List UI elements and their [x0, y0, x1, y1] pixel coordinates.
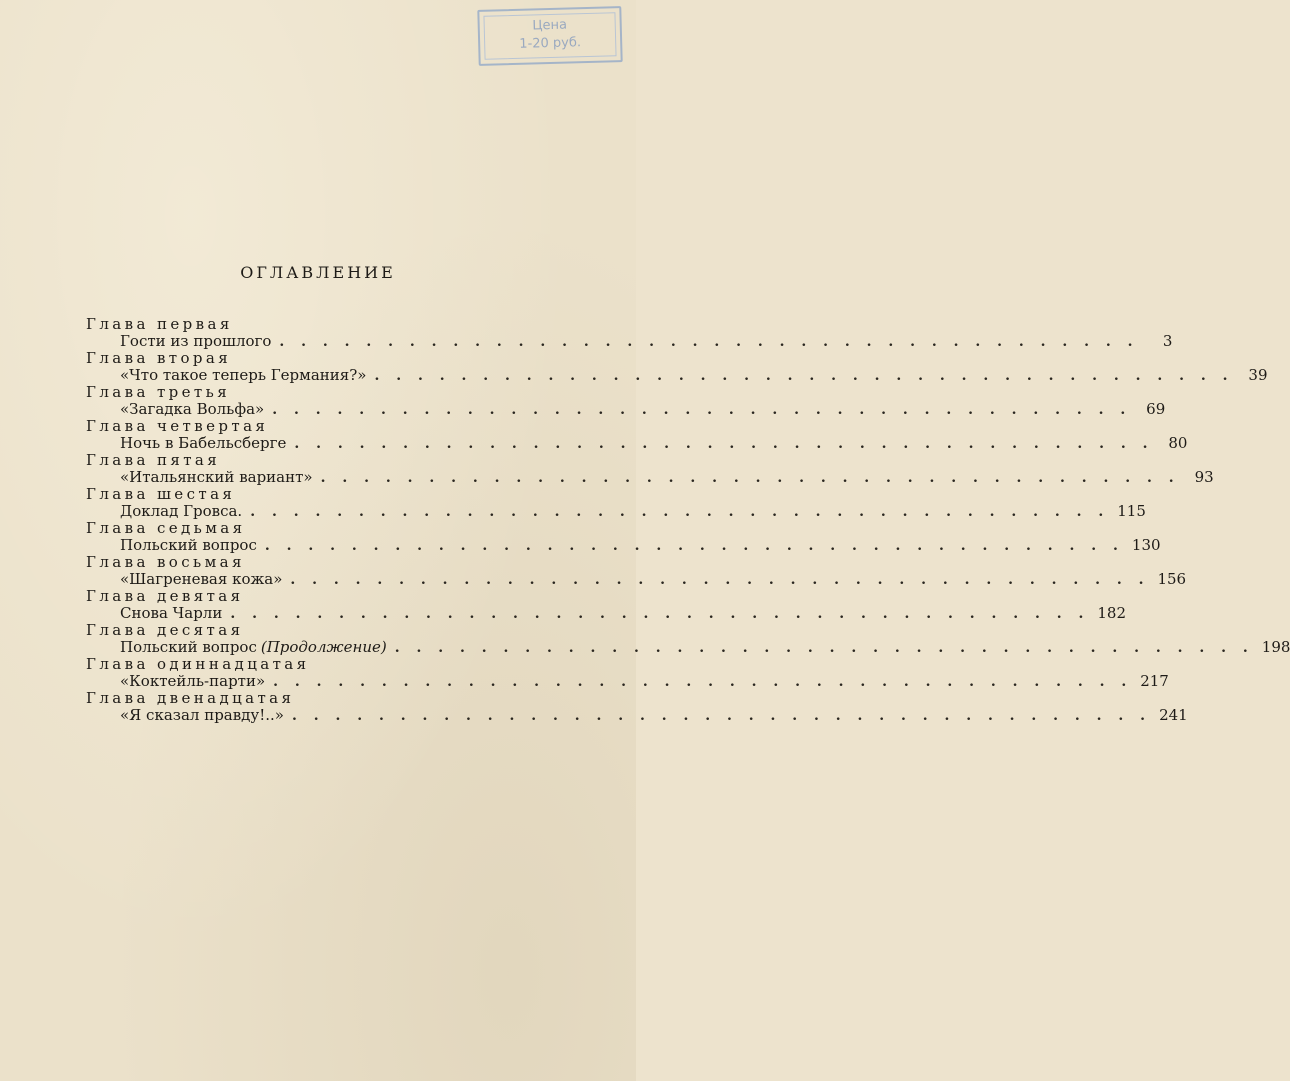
toc-line: [86, 366, 1268, 384]
table-of-contents: [86, 315, 1290, 724]
toc-entry: [86, 655, 1169, 690]
chapter-heading: Глава двенадцатая: [86, 689, 295, 707]
chapter-title: [120, 469, 313, 486]
chapter-heading: Глава одиннадцатая: [86, 655, 310, 673]
dot-leader: . . . . . . . . . . . . . . . . . . . . . . . . . . . . . . . . . . . . . . . .: [250, 504, 1110, 520]
chapter-heading: Глава шестая: [86, 485, 236, 503]
toc-entry: [86, 553, 1187, 588]
chapter-title-text: «Итальянский вариант»: [120, 468, 313, 486]
page-number: 115: [1117, 502, 1146, 520]
chapter-title-text: «Я сказал правду!..»: [120, 706, 284, 724]
chapter-title: [120, 367, 366, 384]
page-number: 241: [1159, 706, 1188, 724]
dot-leader: . . . . . . . . . . . . . . . . . . . . . . . . . . . . . . . . . . . . . . . .: [279, 334, 1139, 350]
page-number: 93: [1194, 468, 1214, 486]
price-stamp: [477, 6, 622, 66]
toc-entry: [86, 383, 1166, 418]
chapter-title-text: «Загадка Вольфа»: [120, 400, 265, 418]
toc-line: [86, 570, 1187, 588]
chapter-heading: Глава десятая: [86, 621, 244, 639]
toc-line: [86, 468, 1214, 486]
toc-entry: [86, 451, 1214, 486]
dot-leader: . . . . . . . . . . . . . . . . . . . . . . . . . . . . . . . . . . . . . . . .: [374, 368, 1234, 384]
toc-line: [86, 706, 1188, 724]
page-number: 3: [1162, 332, 1173, 350]
chapter-heading: Глава первая: [86, 315, 233, 333]
chapter-title: [120, 333, 271, 350]
toc-line: [86, 672, 1169, 690]
page-title: ОГЛАВЛЕНИЕ: [240, 263, 396, 282]
chapter-title: [120, 639, 387, 656]
chapter-title-text: Польский вопрос: [120, 536, 257, 554]
toc-entry: [86, 689, 1188, 724]
page-number: 80: [1168, 434, 1188, 452]
toc-entry: [86, 519, 1161, 554]
page-number: 182: [1097, 604, 1127, 622]
page-number: 217: [1140, 672, 1169, 690]
chapter-heading: Глава девятая: [86, 587, 244, 605]
price-stamp-line-2: 1-20 руб.: [519, 35, 582, 52]
chapter-heading: Глава восьмая: [86, 553, 245, 571]
chapter-title: [120, 673, 265, 690]
dot-leader: . . . . . . . . . . . . . . . . . . . . . . . . . . . . . . . . . . . . . . . .: [272, 402, 1132, 418]
page-number: 156: [1157, 570, 1187, 588]
chapter-heading: Глава седьмая: [86, 519, 246, 537]
toc-line: [86, 400, 1166, 418]
chapter-title-text: Гости из прошлого: [120, 332, 272, 350]
chapter-heading: Глава вторая: [86, 349, 232, 367]
chapter-title-text: Снова Чарли: [120, 604, 223, 622]
dot-leader: . . . . . . . . . . . . . . . . . . . . . . . . . . . . . . . . . . . . . . . .: [230, 606, 1090, 622]
chapter-title: [120, 537, 257, 554]
dot-leader: . . . . . . . . . . . . . . . . . . . . . . . . . . . . . . . . . . . . . . . .: [264, 538, 1124, 554]
toc-entry: [86, 315, 1173, 350]
chapter-heading: Глава четвертая: [86, 417, 269, 435]
toc-line: [86, 536, 1161, 554]
toc-line: [86, 502, 1146, 520]
chapter-title: [120, 401, 264, 418]
chapter-title: [120, 605, 222, 622]
toc-entry: [86, 621, 1290, 656]
chapter-title-text: Польский вопрос: [120, 638, 257, 656]
dot-leader: . . . . . . . . . . . . . . . . . . . . . . . . . . . . . . . . . . . . . . . .: [292, 708, 1152, 724]
chapter-title: [120, 707, 284, 724]
chapter-title-text: «Что такое теперь Германия?»: [120, 366, 367, 384]
chapter-title: [120, 435, 286, 452]
page-number: 39: [1248, 366, 1268, 384]
dot-leader: . . . . . . . . . . . . . . . . . . . . . . . . . . . . . . . . . . . . . . . .: [294, 436, 1154, 452]
toc-entry: [86, 417, 1188, 452]
chapter-title: [120, 571, 282, 588]
chapter-title-text: Ночь в Бабельсберге: [120, 434, 287, 452]
toc-line: [86, 604, 1127, 622]
dot-leader: . . . . . . . . . . . . . . . . . . . . . . . . . . . . . . . . . . . . . . . .: [273, 674, 1133, 690]
chapter-heading: Глава пятая: [86, 451, 221, 469]
toc-line: [86, 434, 1188, 452]
page-number: 198: [1261, 638, 1290, 656]
page-number: 69: [1146, 400, 1166, 418]
dot-leader: . . . . . . . . . . . . . . . . . . . . . . . . . . . . . . . . . . . . . . . .: [320, 470, 1180, 486]
dot-leader: . . . . . . . . . . . . . . . . . . . . . . . . . . . . . . . . . . . . . . . .: [290, 572, 1150, 588]
chapter-title-text: Доклад Гровса.: [120, 502, 243, 520]
chapter-heading: Глава третья: [86, 383, 231, 401]
toc-entry: [86, 485, 1146, 520]
toc-line: [86, 638, 1290, 656]
toc-entry: [86, 349, 1268, 384]
page-number: 130: [1131, 536, 1161, 554]
dot-leader: . . . . . . . . . . . . . . . . . . . . . . . . . . . . . . . . . . . . . . . .: [394, 640, 1254, 656]
chapter-title: [120, 503, 242, 520]
chapter-title-text: «Шагреневая кожа»: [120, 570, 283, 588]
chapter-title-text: «Коктейль-парти»: [120, 672, 266, 690]
toc-entry: [86, 587, 1127, 622]
chapter-title-continuation: (Продолжение): [260, 638, 387, 656]
price-stamp-line-1: Цена: [532, 17, 568, 34]
toc-line: [86, 332, 1173, 350]
